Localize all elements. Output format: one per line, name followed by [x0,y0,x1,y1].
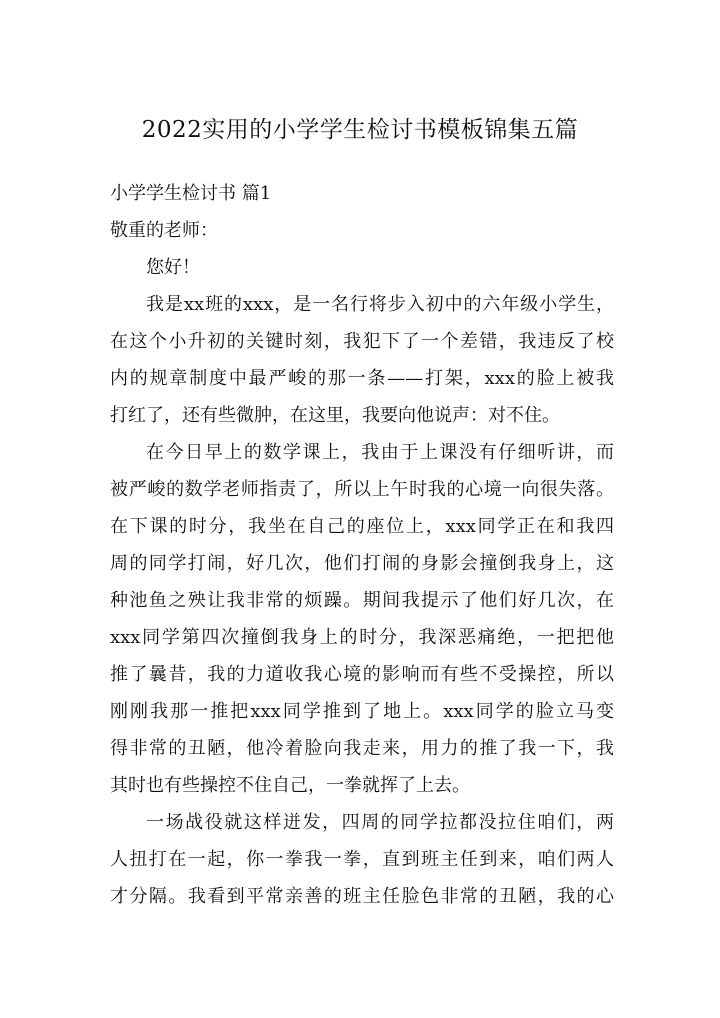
body-line: 在这个小升初的关键时刻，我犯下了一个差错，我违反了校 [110,331,614,352]
body-line: xxx同学第四次撞倒我身上的时分，我深恶痛绝，一把把他 [110,627,614,648]
body-line: 内的规章制度中最严峻的那一条——打架，xxx的脸上被我 [110,368,614,389]
body-line: 在今日早上的数学课上，我由于上课没有仔细听讲，而 [146,442,614,463]
body-line: 得非常的丑陋，他冷着脸向我走来，用力的推了我一下，我 [110,738,614,759]
section-heading: 小学学生检讨书 篇1 [110,183,272,204]
body-line: 被严峻的数学老师指责了，所以上午时我的心境一向很失落。 [110,479,614,500]
body-line: 人扭打在一起，你一拳我一拳，直到班主任到来，咱们两人 [110,849,614,870]
body-line: 一场战役就这样迸发，四周的同学拉都没拉住咱们，两 [146,812,614,833]
body-line: 周的同学打闹，好几次，他们打闹的身影会撞倒我身上，这 [110,553,614,574]
body-line: 刚刚我那一推把xxx同学推到了地上。xxx同学的脸立马变 [110,701,614,722]
salutation: 敬重的老师： [110,220,218,241]
body-line: 才分隔。我看到平常亲善的班主任脸色非常的丑陋，我的心 [110,886,614,907]
body-line: 我是xx班的xxx，是一名行将步入初中的六年级小学生， [146,294,614,315]
body-line: 种池鱼之殃让我非常的烦躁。期间我提示了他们好几次，在 [110,590,614,611]
document-title: 2022实用的小学学生检讨书模板锦集五篇 [141,117,579,143]
greeting: 您好！ [146,257,200,278]
body-line: 打红了，还有些微肿，在这里，我要向他说声：对不住。 [110,405,560,426]
body-line: 其时也有些操控不住自己，一拳就挥了上去。 [110,775,470,796]
body-line: 推了曩昔，我的力道收我心境的影响而有些不受操控，所以 [110,664,614,685]
body-line: 在下课的时分，我坐在自己的座位上，xxx同学正在和我四 [110,516,614,537]
